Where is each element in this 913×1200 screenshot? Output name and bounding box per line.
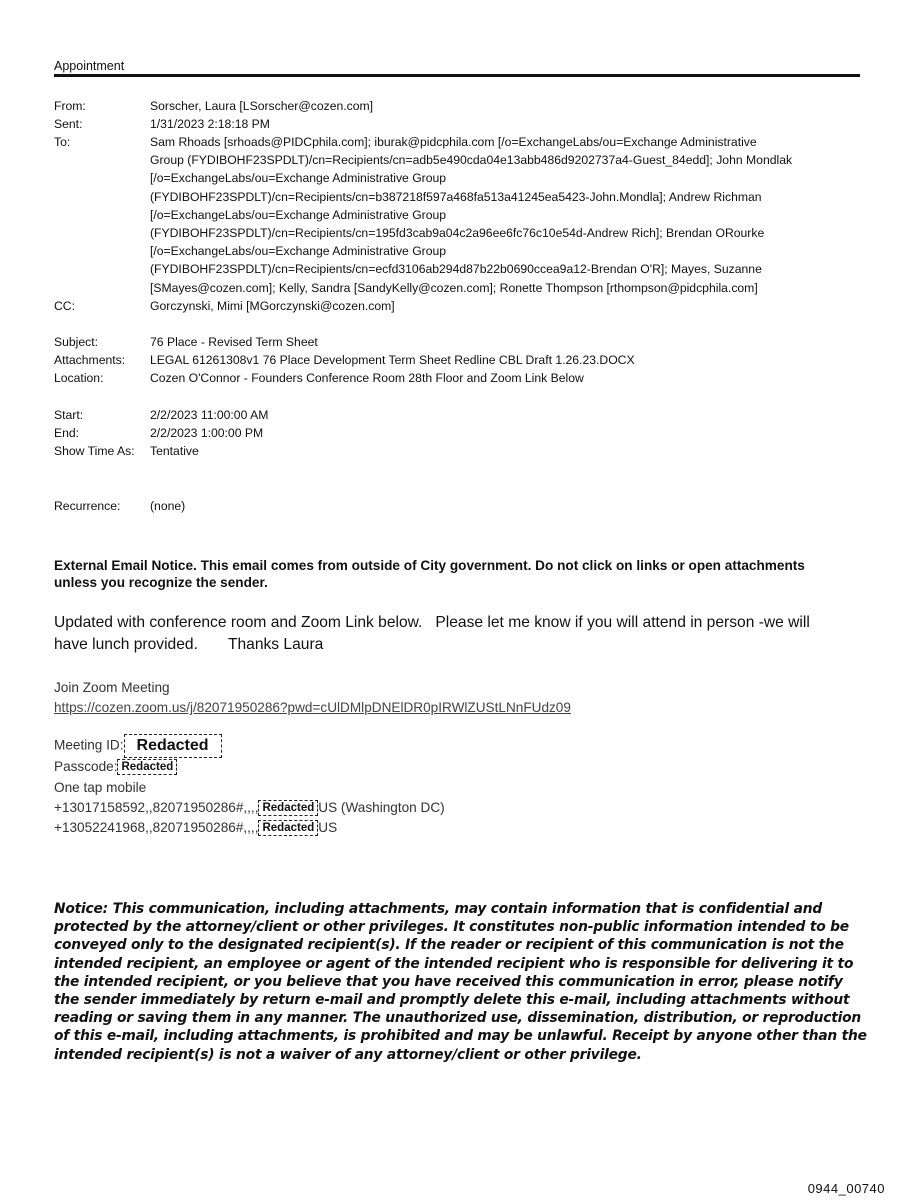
to-recipients [150, 133, 860, 297]
redaction-box: Redacted [117, 759, 177, 775]
showtime-row [54, 442, 854, 460]
passcode-row [54, 759, 177, 775]
zoom-link[interactable]: https://cozen.zoom.us/j/82071950286?pwd=cUlDMlpDNElDR0pIRWlZUStLNnFUdz09 [54, 700, 571, 715]
start-label: Start: [54, 408, 84, 422]
phone-suffix: US [318, 820, 338, 835]
legal-notice: Notice: This communication, including attachments, may contain information that is confidential and protected by the attorney/client or other privileges. It constitutes non-public information intended to be conveyed only to the designated recipient(s). If the reader or recipient of this communication is not the intended recipient, an employee or agent of the intended recipient who is responsible for delivering it to the intended recipient, or you believe that you have received this communication in error, please notify the sender immediately by return e-mail and promptly delete this e-mail, including attachments without reading or saving them in any manner. The unauthorized use, dissemination, distribution, or reproduction of this e-mail, including attachments, is prohibited and may be unlawful. Receipt by anyone other than the intended recipient(s) is not a waiver of any attorney/client or other privilege. [54, 901, 867, 1063]
meeting-id-label: Meeting ID: [54, 737, 124, 753]
attachments-label: Attachments: [54, 353, 126, 367]
header-divider [54, 74, 860, 77]
body-line: have lunch provided. Thanks Laura [54, 636, 324, 653]
body-line: Updated with conference room and Zoom Link below. Please let me know if you will attend in person -we will [54, 614, 810, 631]
sent-value: 1/31/2023 2:18:18 PM [150, 117, 270, 131]
zoom-join-label: Join Zoom Meeting [54, 680, 170, 695]
external-email-notice: External Email Notice. This email comes from outside of City government. Do not click on links or open attachments unless you recognize the sender. [54, 558, 805, 590]
to-line: [/o=ExchangeLabs/ou=Exchange Administrative Group [150, 207, 447, 222]
to-line: Sam Rhoads [srhoads@PIDCphila.com]; iburak@pidcphila.com [/o=ExchangeLabs/ou=Exchange Administrative [150, 135, 757, 149]
redaction-box: Redacted [258, 800, 318, 816]
subject-value: 76 Place - Revised Term Sheet [150, 335, 318, 349]
from-value: Sorscher, Laura [LSorscher@cozen.com] [150, 99, 374, 113]
to-row [54, 133, 144, 151]
sent-row [54, 115, 854, 133]
from-row [54, 97, 854, 115]
recurrence-row [54, 497, 854, 515]
redaction-box: Redacted [124, 734, 222, 758]
sent-label: Sent: [54, 117, 83, 131]
phone-row [54, 820, 337, 836]
start-value: 2/2/2023 11:00:00 AM [150, 408, 269, 422]
subject-row [54, 333, 854, 351]
end-value: 2/2/2023 1:00:00 PM [150, 426, 264, 440]
to-line: (FYDIBOHF23SPDLT)/cn=Recipients/cn=ecfd3106ab294d87b22b0690ccea9a12-Brendan O'R]; Mayes, Suzanne [150, 262, 762, 277]
passcode-label: Passcode: [54, 759, 118, 774]
start-row [54, 406, 854, 424]
meeting-id-row [54, 734, 222, 758]
page-title: Appointment [54, 59, 125, 73]
to-line: [/o=ExchangeLabs/ou=Exchange Administrative Group [150, 171, 447, 186]
phone-number[interactable]: +13017158592,,82071950286#,,,, [54, 800, 259, 815]
to-line: [SMayes@cozen.com]; Kelly, Sandra [SandyKelly@cozen.com]; Ronette Thompson [rthompson@pidcphila.com] [150, 280, 758, 295]
one-tap-label: One tap mobile [54, 780, 147, 795]
showtime-value: Tentative [150, 444, 199, 458]
recurrence-label: Recurrence: [54, 499, 121, 513]
to-line: (FYDIBOHF23SPDLT)/cn=Recipients/cn=195fd3cab9a04c2a96ee6fc76c10e54d-Andrew Rich]; Brendan ORourke [150, 226, 765, 241]
redaction-box: Redacted [258, 820, 318, 836]
attachments-row [54, 351, 854, 369]
cc-label: CC: [54, 299, 75, 313]
phone-row [54, 800, 445, 816]
to-line: Group (FYDIBOHF23SPDLT)/cn=Recipients/cn=adb5e490cda04e13abb486d9202737a4-Guest_84edd]; John Mondlak [150, 153, 793, 168]
end-label: End: [54, 426, 80, 440]
document-id: 0944_00740 [807, 1181, 885, 1196]
to-line: [/o=ExchangeLabs/ou=Exchange Administrative Group [150, 244, 447, 259]
phone-suffix: US (Washington DC) [318, 800, 445, 815]
location-label: Location: [54, 371, 104, 385]
phone-number[interactable]: +13052241968,,82071950286#,,,, [54, 820, 259, 835]
message-body [54, 612, 869, 656]
subject-label: Subject: [54, 335, 99, 349]
to-line: (FYDIBOHF23SPDLT)/cn=Recipients/cn=b387218f597a468fa513a41245ea5423-John.Mondla]; Andrew Richman [150, 189, 762, 204]
recurrence-value: (none) [150, 499, 186, 513]
to-label: To: [54, 135, 71, 149]
cc-row [54, 297, 854, 315]
location-row [54, 369, 854, 387]
end-row [54, 424, 854, 442]
cc-value: Gorczynski, Mimi [MGorczynski@cozen.com] [150, 299, 395, 313]
attachments-value[interactable]: LEGAL 61261308v1 76 Place Development Term Sheet Redline CBL Draft 1.26.23.DOCX [150, 353, 635, 367]
location-value: Cozen O'Connor - Founders Conference Room 28th Floor and Zoom Link Below [150, 371, 584, 385]
from-label: From: [54, 99, 86, 113]
showtime-label: Show Time As: [54, 444, 135, 458]
